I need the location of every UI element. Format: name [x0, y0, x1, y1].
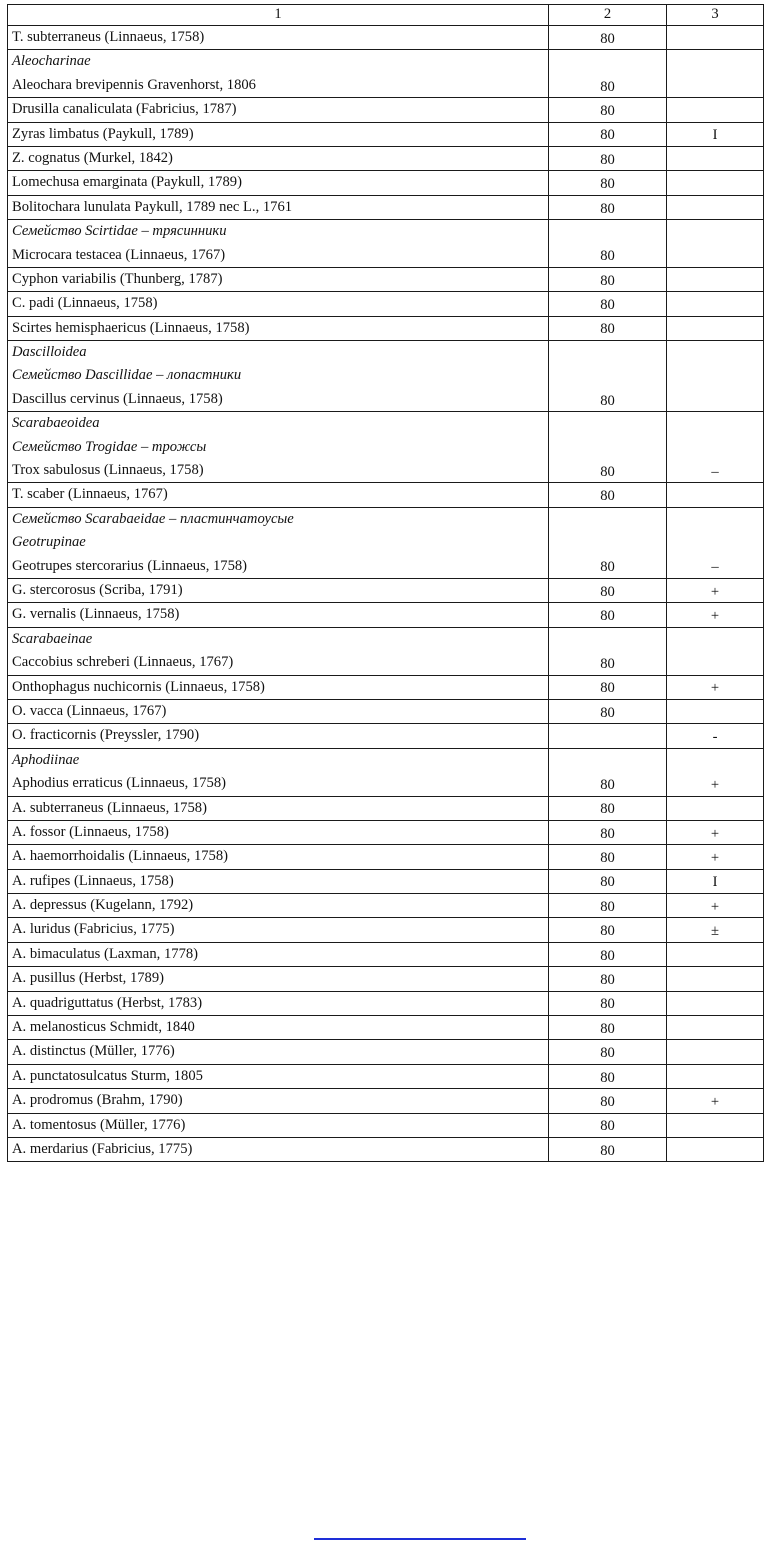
table-row [8, 918, 764, 942]
value-cell: 80 [549, 171, 667, 195]
taxon-heading: Scarabaeinae [12, 630, 93, 647]
species-name: Drusilla canaliculata (Fabricius, 1787) [12, 101, 237, 118]
table-row [8, 1137, 764, 1161]
species-cell [8, 316, 549, 340]
table-row [8, 603, 764, 627]
species-name: Caccobius schreberi (Linnaeus, 1767) [12, 654, 234, 671]
table-row [8, 942, 764, 966]
value-cell: 80 [549, 26, 667, 50]
mark-cell [667, 316, 764, 340]
table-row [8, 1040, 764, 1064]
species-cell [8, 942, 549, 966]
species-name: A. tomentosus (Müller, 1776) [12, 1116, 186, 1133]
species-name: Bolitochara lunulata Paykull, 1789 nec L., 1761 [12, 198, 293, 215]
value-cell: 80 [549, 507, 667, 578]
species-name: A. rufipes (Linnaeus, 1758) [12, 872, 174, 889]
mark-cell [667, 195, 764, 219]
value-cell: 80 [549, 1113, 667, 1137]
header-row [8, 5, 764, 26]
species-cell [8, 195, 549, 219]
table-row [8, 171, 764, 195]
value-cell: 80 [549, 341, 667, 412]
value-cell: 80 [549, 1016, 667, 1040]
taxon-heading: Geotrupinae [12, 534, 86, 551]
value-cell: 80 [549, 483, 667, 507]
value-cell: 80 [549, 50, 667, 98]
value-cell: 80 [549, 603, 667, 627]
value-cell: 80 [549, 146, 667, 170]
mark-cell: I [667, 122, 764, 146]
species-name: A. punctatosulcatus Sturm, 1805 [12, 1067, 203, 1084]
mark-cell [667, 942, 764, 966]
mark-cell [667, 292, 764, 316]
mark-cell: + [667, 1089, 764, 1113]
mark-cell: - [667, 724, 764, 748]
table-row [8, 146, 764, 170]
value-cell: 80 [549, 122, 667, 146]
species-cell [8, 146, 549, 170]
table-row [8, 220, 764, 268]
species-name: A. distinctus (Müller, 1776) [12, 1043, 175, 1060]
species-name: T. scaber (Linnaeus, 1767) [12, 486, 168, 503]
value-cell: 80 [549, 820, 667, 844]
value-cell: 80 [549, 627, 667, 675]
species-name: A. bimaculatus (Laxman, 1778) [12, 945, 199, 962]
mark-cell: – [667, 507, 764, 578]
species-cell [8, 675, 549, 699]
value-cell: 80 [549, 869, 667, 893]
mark-cell [667, 483, 764, 507]
table-row [8, 1089, 764, 1113]
taxon-heading: Семейство Trogidae – трожсы [12, 438, 207, 455]
taxon-heading: Семейство Dascillidae – лопастники [12, 367, 242, 384]
species-name: Z. cognatus (Murkel, 1842) [12, 149, 173, 166]
value-cell: 80 [549, 267, 667, 291]
species-cell [8, 98, 549, 122]
species-cell [8, 171, 549, 195]
mark-cell [667, 1064, 764, 1088]
header-col-3: 3 [667, 5, 764, 26]
value-cell: 80 [549, 748, 667, 796]
mark-cell: – [667, 412, 764, 483]
species-cell [8, 869, 549, 893]
mark-cell [667, 50, 764, 98]
mark-cell: + [667, 748, 764, 796]
species-cell [8, 220, 549, 268]
species-name: O. fracticornis (Preyssler, 1790) [12, 727, 200, 744]
mark-cell [667, 1137, 764, 1161]
species-cell [8, 724, 549, 748]
table-row [8, 869, 764, 893]
mark-cell [667, 98, 764, 122]
taxon-heading: Scarabaeoidea [12, 415, 100, 432]
value-cell: 80 [549, 918, 667, 942]
species-cell [8, 820, 549, 844]
mark-cell [667, 699, 764, 723]
table-row [8, 292, 764, 316]
mark-cell: + [667, 603, 764, 627]
mark-cell [667, 991, 764, 1015]
species-cell [8, 341, 549, 412]
table-row [8, 26, 764, 50]
value-cell: 80 [549, 98, 667, 122]
mark-cell: ± [667, 918, 764, 942]
species-name: Cyphon variabilis (Thunberg, 1787) [12, 270, 223, 287]
mark-cell [667, 967, 764, 991]
table-row [8, 894, 764, 918]
species-cell [8, 1016, 549, 1040]
table-row [8, 967, 764, 991]
value-cell: 80 [549, 967, 667, 991]
species-name: Aleochara brevipennis Gravenhorst, 1806 [12, 76, 256, 93]
value-cell [549, 724, 667, 748]
table-row [8, 507, 764, 578]
species-name: Trox sabulosus (Linnaeus, 1758) [12, 462, 204, 479]
species-cell [8, 699, 549, 723]
mark-cell [667, 267, 764, 291]
mark-cell [667, 627, 764, 675]
species-name: G. stercorosus (Scriba, 1791) [12, 581, 183, 598]
species-name: A. pusillus (Herbst, 1789) [12, 970, 165, 987]
taxon-heading: Семейство Scirtidae – трясинники [12, 223, 227, 240]
species-cell [8, 1137, 549, 1161]
species-name: Lomechusa emarginata (Paykull, 1789) [12, 174, 242, 191]
taxon-heading: Семейство Scarabaeidae – пластинчатоусые [12, 510, 294, 527]
taxon-heading: Aphodiinae [12, 751, 80, 768]
mark-cell [667, 1016, 764, 1040]
species-cell [8, 483, 549, 507]
table-row [8, 341, 764, 412]
table-row [8, 748, 764, 796]
table-header [8, 5, 764, 26]
value-cell: 80 [549, 1040, 667, 1064]
table-row [8, 578, 764, 602]
value-cell: 80 [549, 1064, 667, 1088]
species-cell [8, 412, 549, 483]
table-row [8, 50, 764, 98]
footer-link-underline[interactable] [314, 1538, 526, 1540]
species-name: A. prodromus (Brahm, 1790) [12, 1092, 183, 1109]
species-name: Scirtes hemisphaericus (Linnaeus, 1758) [12, 319, 250, 336]
value-cell: 80 [549, 845, 667, 869]
species-name: A. haemorrhoidalis (Linnaeus, 1758) [12, 848, 229, 865]
species-name: A. quadriguttatus (Herbst, 1783) [12, 994, 203, 1011]
table-row [8, 1113, 764, 1137]
mark-cell: + [667, 894, 764, 918]
value-cell: 80 [549, 316, 667, 340]
species-name: A. depressus (Kugelann, 1792) [12, 897, 194, 914]
species-cell [8, 748, 549, 796]
species-name: Onthophagus nuchicornis (Linnaeus, 1758) [12, 678, 265, 695]
species-cell [8, 627, 549, 675]
table-row [8, 483, 764, 507]
mark-cell: + [667, 675, 764, 699]
header-col-1: 1 [8, 5, 549, 26]
value-cell: 80 [549, 699, 667, 723]
value-cell: 80 [549, 412, 667, 483]
species-cell [8, 122, 549, 146]
species-name: Zyras limbatus (Paykull, 1789) [12, 125, 194, 142]
table-row [8, 675, 764, 699]
table-row [8, 820, 764, 844]
species-cell [8, 507, 549, 578]
header-col-2: 2 [549, 5, 667, 26]
species-cell [8, 50, 549, 98]
value-cell: 80 [549, 1137, 667, 1161]
species-cell [8, 918, 549, 942]
species-cell [8, 26, 549, 50]
mark-cell [667, 220, 764, 268]
table-row [8, 699, 764, 723]
mark-cell [667, 1040, 764, 1064]
species-cell [8, 578, 549, 602]
table-row [8, 195, 764, 219]
value-cell: 80 [549, 195, 667, 219]
species-cell [8, 796, 549, 820]
species-name: C. padi (Linnaeus, 1758) [12, 295, 158, 312]
table-row [8, 724, 764, 748]
mark-cell [667, 26, 764, 50]
mark-cell [667, 1113, 764, 1137]
species-name: A. fossor (Linnaeus, 1758) [12, 823, 169, 840]
species-name: A. melanosticus Schmidt, 1840 [12, 1019, 195, 1036]
taxon-heading: Aleocharinae [12, 53, 91, 70]
species-cell [8, 1064, 549, 1088]
value-cell: 80 [549, 1089, 667, 1113]
species-name: Aphodius erraticus (Linnaeus, 1758) [12, 775, 226, 792]
table-row [8, 98, 764, 122]
mark-cell [667, 796, 764, 820]
value-cell: 80 [549, 220, 667, 268]
value-cell: 80 [549, 578, 667, 602]
value-cell: 80 [549, 991, 667, 1015]
table-row [8, 412, 764, 483]
mark-cell: + [667, 578, 764, 602]
species-name: A. subterraneus (Linnaeus, 1758) [12, 799, 207, 816]
value-cell: 80 [549, 675, 667, 699]
species-name: A. luridus (Fabricius, 1775) [12, 921, 175, 938]
species-cell [8, 1113, 549, 1137]
species-cell [8, 267, 549, 291]
table-row [8, 627, 764, 675]
species-name: T. subterraneus (Linnaeus, 1758) [12, 29, 205, 45]
table-body [8, 26, 764, 1162]
mark-cell: + [667, 845, 764, 869]
value-cell: 80 [549, 796, 667, 820]
species-cell [8, 991, 549, 1015]
species-table [7, 4, 764, 1162]
species-name: Microcara testacea (Linnaeus, 1767) [12, 246, 226, 263]
mark-cell [667, 146, 764, 170]
table-row [8, 845, 764, 869]
species-cell [8, 603, 549, 627]
table-row [8, 122, 764, 146]
species-cell [8, 967, 549, 991]
species-cell [8, 1040, 549, 1064]
table-row [8, 991, 764, 1015]
species-name: Geotrupes stercorarius (Linnaeus, 1758) [12, 557, 248, 574]
table-row [8, 316, 764, 340]
mark-cell [667, 341, 764, 412]
table-row [8, 1064, 764, 1088]
taxon-heading: Dascilloidea [12, 344, 87, 361]
mark-cell [667, 171, 764, 195]
species-name: A. merdarius (Fabricius, 1775) [12, 1140, 193, 1157]
value-cell: 80 [549, 894, 667, 918]
species-cell [8, 1089, 549, 1113]
table-row [8, 267, 764, 291]
mark-cell: + [667, 820, 764, 844]
table-row [8, 1016, 764, 1040]
table-row [8, 796, 764, 820]
species-cell [8, 845, 549, 869]
species-cell [8, 894, 549, 918]
species-name: O. vacca (Linnaeus, 1767) [12, 702, 167, 719]
value-cell: 80 [549, 292, 667, 316]
species-cell [8, 292, 549, 316]
value-cell: 80 [549, 942, 667, 966]
mark-cell: I [667, 869, 764, 893]
species-name: G. vernalis (Linnaeus, 1758) [12, 606, 180, 623]
species-name: Dascillus cervinus (Linnaeus, 1758) [12, 390, 223, 407]
